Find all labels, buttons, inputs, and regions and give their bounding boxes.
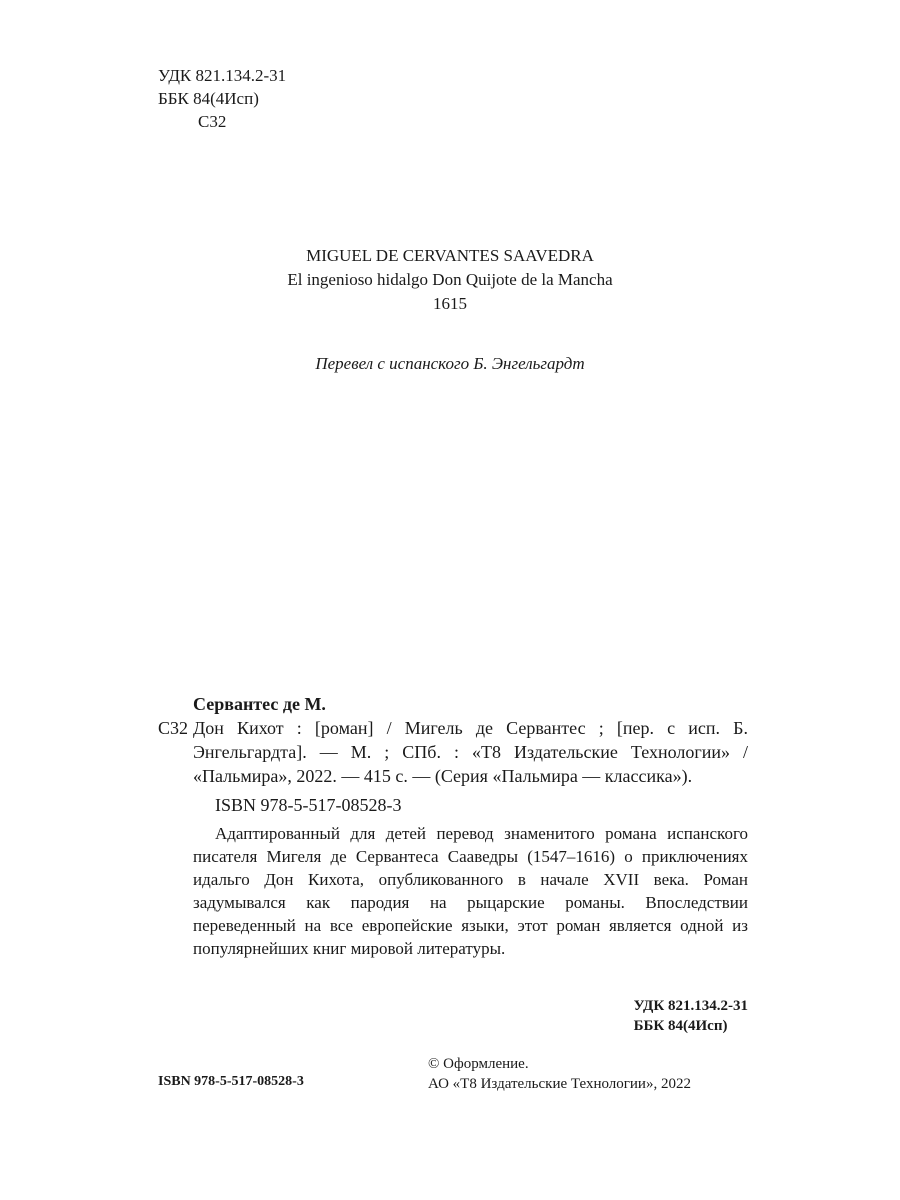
udk-code: УДК 821.134.2-31	[158, 66, 287, 85]
original-year: 1615	[433, 294, 467, 313]
original-author: MIGUEL DE CERVANTES SAAVEDRA	[306, 246, 594, 265]
copyright-line-2: АО «Т8 Издательские Технологии», 2022	[428, 1076, 691, 1092]
card-heading: Сервантес де М.	[193, 694, 326, 714]
catalog-card	[158, 692, 748, 960]
classification-codes-bottom	[634, 996, 748, 1036]
copyright-notice	[428, 1054, 691, 1094]
card-description: Дон Кихот : [роман] / Мигель де Сервантес ; [пер. с исп. Б. Энгельгардта]. — М. ; СПб. : «Т8 Издательские Технологии» / «Пальмира», 2022. — 415 с. — (Серия «Пальмира — классика»).	[193, 718, 748, 786]
classification-codes-top	[158, 64, 286, 133]
original-edition-info	[0, 244, 900, 316]
bbk-code: ББК 84(4Исп)	[158, 89, 259, 108]
original-title: El ingenioso hidalgo Don Quijote de la Mancha	[287, 270, 613, 289]
bottom-bbk-code: ББК 84(4Исп)	[633, 1018, 728, 1034]
card-description-row	[158, 716, 748, 788]
translator-credit: Перевел с испанского Б. Энгельгардт	[315, 354, 585, 373]
copyright-line-1: © Оформление.	[428, 1056, 529, 1072]
isbn-footer: ISBN 978-5-517-08528-3	[158, 1074, 304, 1089]
author-code: С32	[198, 112, 227, 131]
card-isbn: ISBN 978-5-517-08528-3	[215, 795, 402, 815]
bottom-udk-code: УДК 821.134.2-31	[633, 998, 748, 1014]
card-annotation: Адаптированный для детей перевод знаменитого романа испанского писателя Мигеля де Сервантеса Сааведры (1547–1616) о приключениях идальго Дон Кихота, опубликованного в начале XVII века. Роман задумывался как пародия на рыцарские романы. Впоследствии переведенный на все европейские языки, этот роман является одной из популярнейших книг мировой литературы.	[193, 824, 748, 958]
card-author-code: С32	[158, 718, 189, 738]
